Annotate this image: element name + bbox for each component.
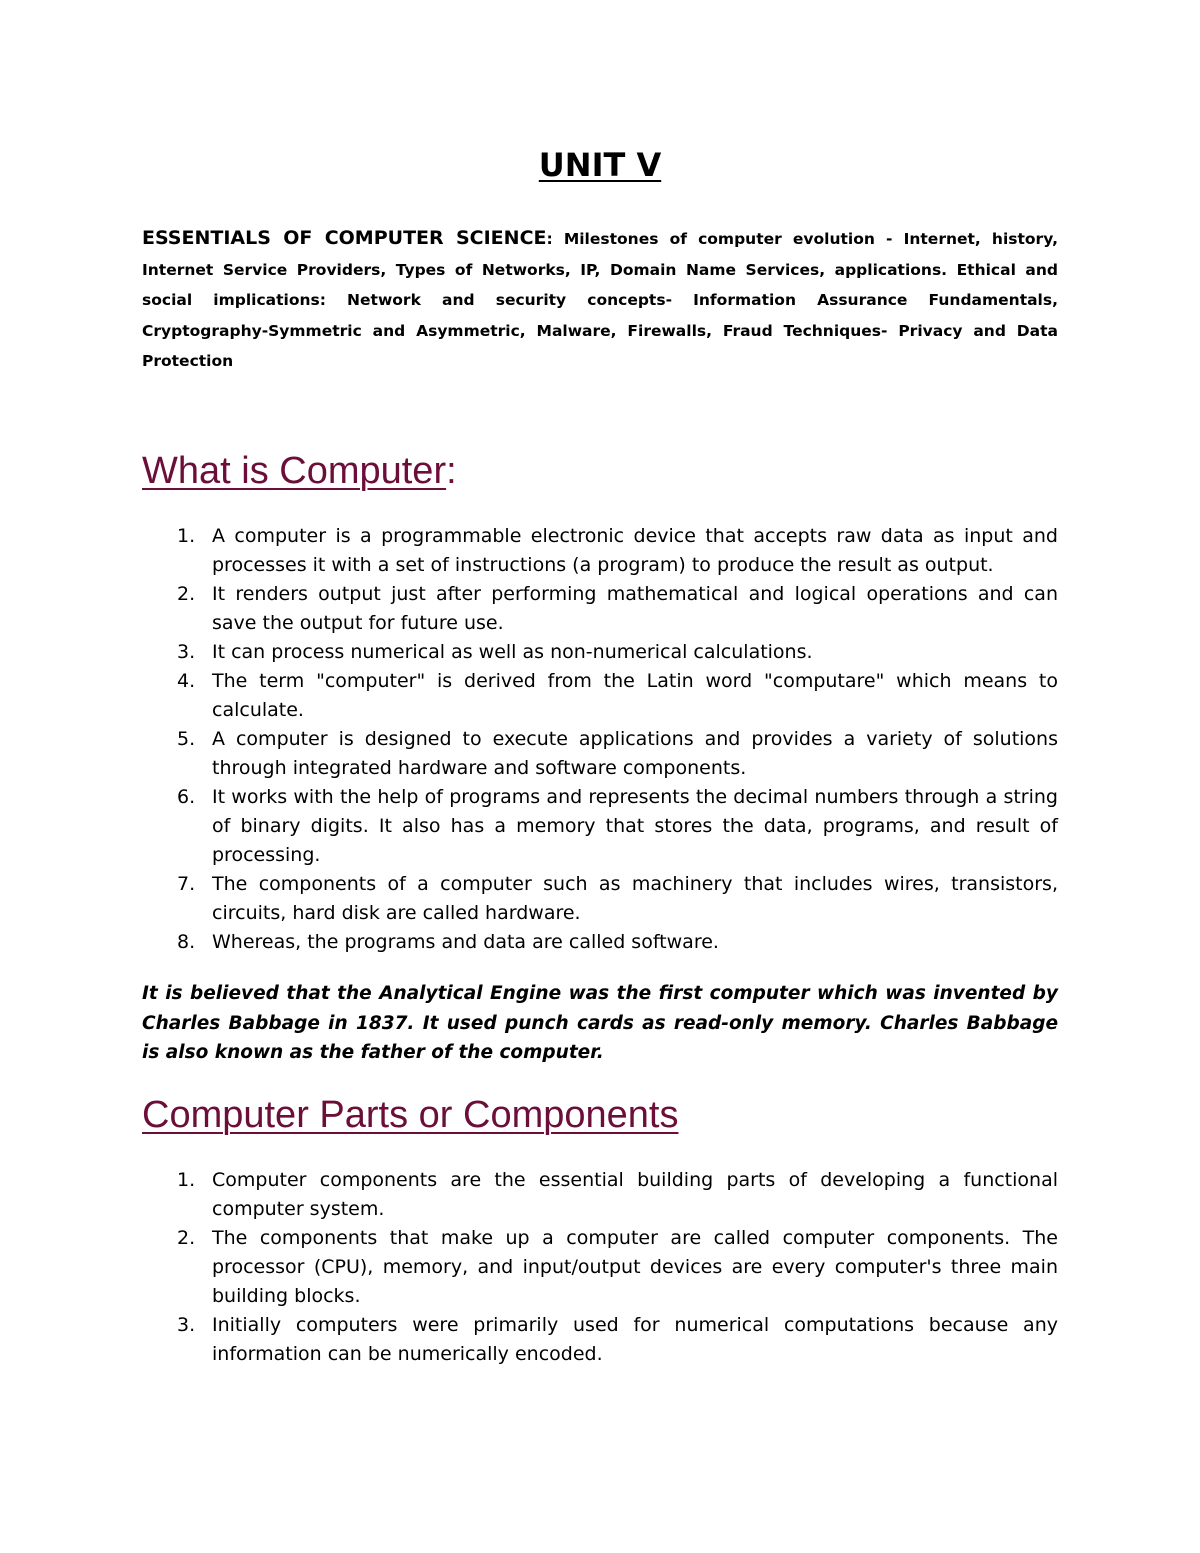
list-item-text: A computer is a programmable electronic device that accepts raw data as input and processes it with a set of instructions (a program) to produce the result as output.	[212, 525, 1058, 576]
syllabus-body: : Milestones of computer evolution - Internet, history, Internet Service Providers, Types of Networks, IP, Domain Name Services, applications. Ethical and social implications: Network and security concepts- Information Assurance Fundamentals, Cryptography-Symmetric and Asymmetric, Malware, Firewalls, Fraud Techniques- Privacy and Data Protection	[142, 230, 1058, 370]
list-item	[142, 1311, 1058, 1369]
babbage-note: It is believed that the Analytical Engine was the first computer which was invented by Charles Babbage in 1837. It used punch cards as read-only memory. Charles Babbage is also known as the father of the computer.	[142, 983, 1058, 1063]
heading-what-is-computer	[142, 450, 457, 493]
list-item-number: 2.	[177, 583, 196, 605]
list-item-text: Initially computers were primarily used for numerical computations because any information can be numerically encoded.	[212, 1314, 1058, 1365]
unit-title: UNIT V	[538, 146, 662, 184]
list-item-number: 1.	[177, 1169, 196, 1191]
list-item-number: 8.	[177, 931, 196, 953]
list-item-number: 3.	[177, 641, 196, 663]
list-item-number: 4.	[177, 670, 196, 692]
syllabus-lead: ESSENTIALS OF COMPUTER SCIENCE	[142, 227, 547, 249]
list-item	[142, 928, 1058, 957]
list-item	[142, 725, 1058, 783]
list-item-text: The components of a computer such as machinery that includes wires, transistors, circuits, hard disk are called hardware.	[212, 873, 1058, 924]
list-item-number: 7.	[177, 873, 196, 895]
list-item	[142, 783, 1058, 870]
list-item-number: 6.	[177, 786, 196, 808]
list-item	[142, 667, 1058, 725]
heading-what-is-computer-colon: :	[446, 450, 457, 492]
list-item-text: The components that make up a computer are called computer components. The processor (CPU), memory, and input/output devices are every computer's three main building blocks.	[212, 1227, 1058, 1307]
list-item-text: Computer components are the essential building parts of developing a functional computer system.	[212, 1169, 1058, 1220]
list-item-text: A computer is designed to execute applications and provides a variety of solutions through integrated hardware and software components.	[212, 728, 1058, 779]
what-is-computer-list	[142, 522, 1058, 957]
list-item	[142, 1224, 1058, 1311]
components-list	[142, 1166, 1058, 1369]
list-item	[142, 870, 1058, 928]
list-item-text: It renders output just after performing mathematical and logical operations and can save the output for future use.	[212, 583, 1058, 634]
list-item	[142, 580, 1058, 638]
list-item-text: It works with the help of programs and represents the decimal numbers through a string of binary digits. It also has a memory that stores the data, programs, and result of processing.	[212, 786, 1058, 866]
list-item-number: 1.	[177, 525, 196, 547]
list-item-text: The term "computer" is derived from the Latin word "computare" which means to calculate.	[212, 670, 1058, 721]
list-item-number: 3.	[177, 1314, 196, 1336]
heading-what-is-computer-text: What is Computer	[142, 450, 447, 492]
list-item	[142, 1166, 1058, 1224]
list-item-number: 2.	[177, 1227, 196, 1249]
list-item-number: 5.	[177, 728, 196, 750]
heading-computer-components: Computer Parts or Components	[142, 1094, 679, 1136]
list-item	[142, 522, 1058, 580]
syllabus-paragraph	[142, 223, 1058, 377]
list-item-text: Whereas, the programs and data are called software.	[212, 931, 719, 953]
list-item-text: It can process numerical as well as non-numerical calculations.	[212, 641, 813, 663]
list-item	[142, 638, 1058, 667]
